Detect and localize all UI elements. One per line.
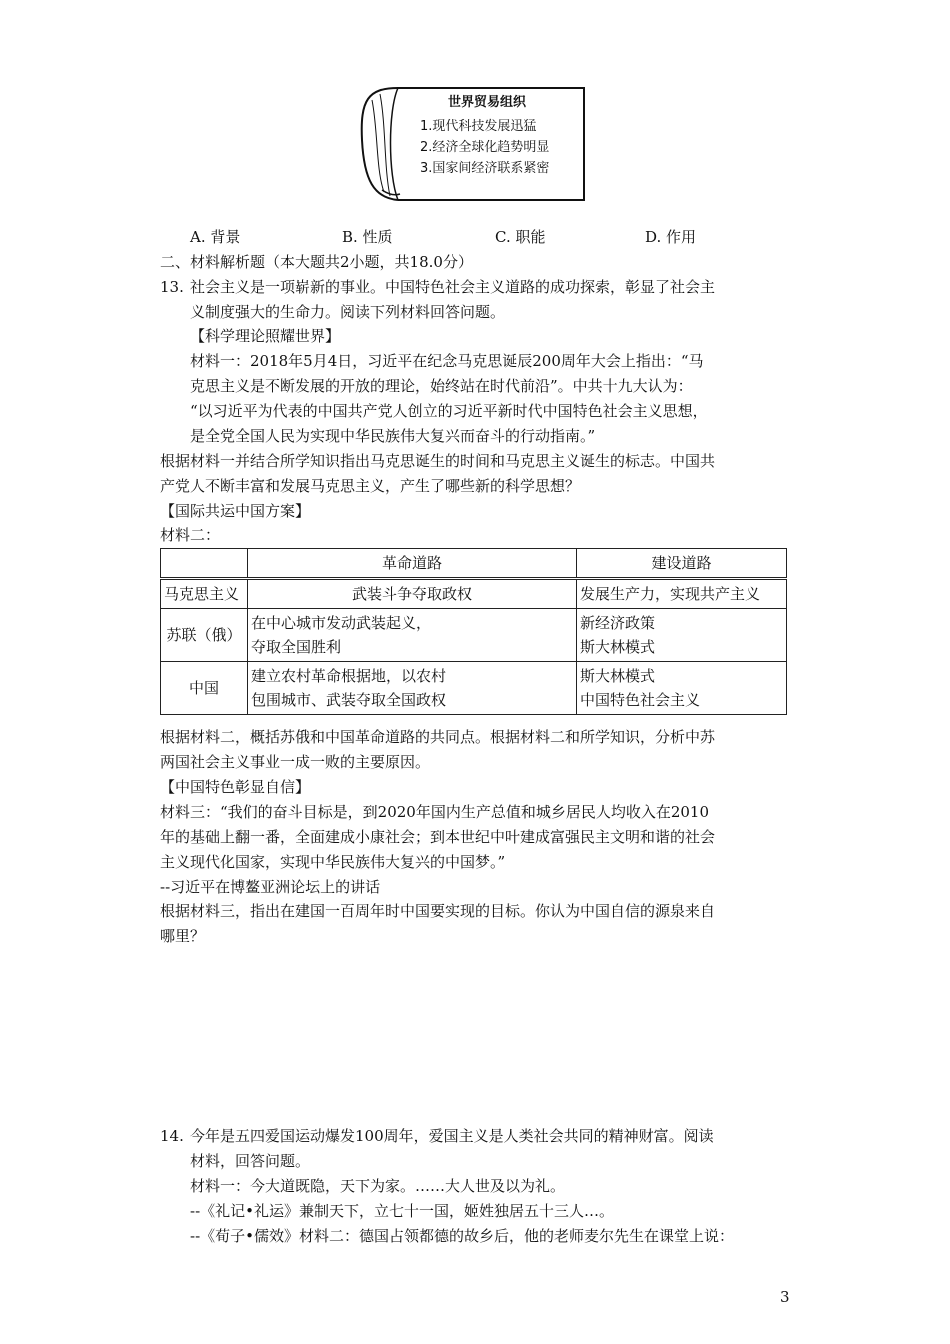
table-header-construction: 建设道路 xyxy=(577,549,787,579)
wto-scroll-illustration xyxy=(358,80,594,206)
q14-number: 14. xyxy=(160,1127,184,1145)
table-cell: 新经济政策 斯大林模式 xyxy=(577,609,787,662)
q13-number: 13. xyxy=(160,278,184,296)
option-a: A. 背景 xyxy=(190,228,241,246)
q13-material1-1: 材料一：2018年5月4日，习近平在纪念马克思诞辰200周年大会上指出：“马 xyxy=(190,352,704,370)
table-cell: 发展生产力，实现共产主义 xyxy=(577,579,787,609)
table-row-label: 中国 xyxy=(161,662,248,715)
q13-question1-2: 产党人不断丰富和发展马克思主义，产生了哪些新的科学思想？ xyxy=(160,477,581,495)
q13-material1-4: 是全党全国人民为实现中华民族伟大复兴而奋斗的行动指南。” xyxy=(190,427,596,445)
table-row-label: 马克思主义 xyxy=(161,579,248,609)
table-row-label: 苏联（俄） xyxy=(161,609,248,662)
section-heading: 二、材料解析题（本大题共2小题，共18.0分） xyxy=(160,253,473,271)
q13-heading-1: 【科学理论照耀世界】 xyxy=(190,327,341,345)
table-cell: 斯大林模式 中国特色社会主义 xyxy=(577,662,787,715)
q13-intro-2: 义制度强大的生命力。阅读下列材料回答问题。 xyxy=(190,303,506,321)
scroll-title: 世界贸易组织 xyxy=(448,95,527,110)
table-header-revolution: 革命道路 xyxy=(248,549,577,579)
table-row xyxy=(161,579,787,609)
page-number: 3 xyxy=(780,1288,790,1306)
q13-material3-2: 年的基础上翻一番，全面建成小康社会；到本世纪中叶建成富强民主文明和谐的社会 xyxy=(160,828,716,846)
table-cell: 建立农村革命根据地，以农村 包围城市、武装夺取全国政权 xyxy=(248,662,577,715)
q14-line-3: 材料一：今大道既隐，天下为家。……大人世及以为礼。 xyxy=(190,1177,566,1195)
table-row xyxy=(161,662,787,715)
q14-line-5: --《荀子•儒效》材料二：德国占领都德的故乡后，他的老师麦尔先生在课堂上说： xyxy=(190,1227,734,1245)
scroll-line-1: 1.现代科技发展迅猛 xyxy=(420,119,537,134)
table-cell: 武装斗争夺取政权 xyxy=(248,579,577,609)
scroll-line-3: 3.国家间经济联系紧密 xyxy=(420,161,550,176)
q13-heading-3: 【中国特色彰显自信】 xyxy=(160,778,311,796)
q14-line-2: 材料，回答问题。 xyxy=(190,1152,311,1170)
q13-question3-1: 根据材料三，指出在建国一百周年时中国要实现的目标。你认为中国自信的源泉来自 xyxy=(160,902,716,920)
q13-question1-1: 根据材料一并结合所学知识指出马克思诞生的时间和马克思主义诞生的标志。中国共 xyxy=(160,452,716,470)
option-b: B. 性质 xyxy=(342,228,393,246)
q13-material3-3: 主义现代化国家，实现中华民族伟大复兴的中国梦。” xyxy=(160,853,506,871)
q13-intro-1: 社会主义是一项崭新的事业。中国特色社会主义道路的成功探索，彰显了社会主 xyxy=(190,278,716,296)
q14-line-1: 今年是五四爱国运动爆发100周年，爱国主义是人类社会共同的精神财富。阅读 xyxy=(190,1127,714,1145)
q14-line-4: --《礼记•礼运》兼制天下，立七十一国，姬姓独居五十三人…。 xyxy=(190,1202,614,1220)
q13-material1-2: 克思主义是不断发展的开放的理论，始终站在时代前沿”。中共十九大认为： xyxy=(190,377,693,395)
q13-question3-2: 哪里？ xyxy=(160,927,206,945)
table-row xyxy=(161,609,787,662)
scroll-line-2: 2.经济全球化趋势明显 xyxy=(420,140,550,155)
q13-material1-3: “以习近平为代表的中国共产党人创立的习近平新时代中国特色社会主义思想， xyxy=(190,402,708,420)
table-header-row xyxy=(161,549,787,579)
option-d: D. 作用 xyxy=(645,228,697,246)
option-c: C. 职能 xyxy=(495,228,546,246)
table-corner-cell xyxy=(161,549,248,579)
q13-question2-1: 根据材料二，概括苏俄和中国革命道路的共同点。根据材料二和所学知识，分析中苏 xyxy=(160,728,716,746)
q13-material2-label: 材料二： xyxy=(160,526,221,544)
q13-question2-2: 两国社会主义事业一成一败的主要原因。 xyxy=(160,753,431,771)
material2-table xyxy=(160,548,787,715)
q13-heading-2: 【国际共运中国方案】 xyxy=(160,502,311,520)
q13-material3-1: 材料三：“我们的奋斗目标是，到2020年国内生产总值和城乡居民人均收入在2010 xyxy=(160,803,710,821)
table-cell: 在中心城市发动武装起义， 夺取全国胜利 xyxy=(248,609,577,662)
q13-material3-source: --习近平在博鳌亚洲论坛上的讲话 xyxy=(160,878,381,896)
